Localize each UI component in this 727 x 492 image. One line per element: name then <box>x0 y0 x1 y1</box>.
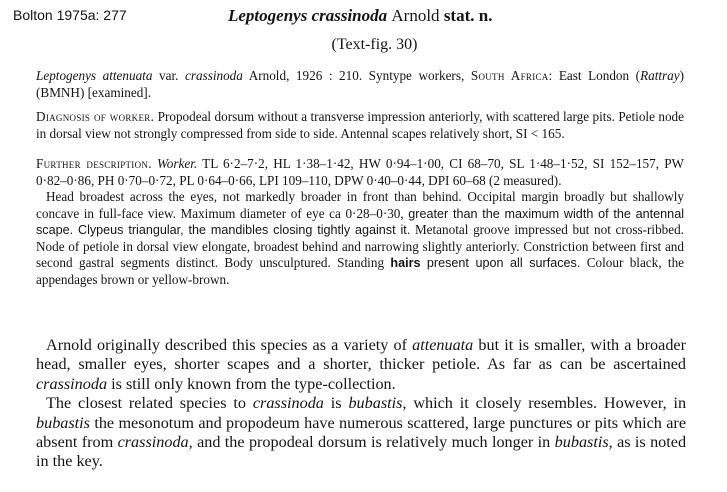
synonymy-line <box>36 68 684 101</box>
diagnosis-paragraph <box>36 109 684 142</box>
synonym-var-name: crassinoda <box>184 68 243 83</box>
description-text-1: Head broadest across the eyes, not markedly broader in front than behind. Occipital margin broadly but shallowly concave in full-face view. Maximum diameter of eye ca 0·28–0·30, <box>36 189 684 221</box>
synonym-collector: Rattray <box>640 68 680 83</box>
disc2-b: crassinoda <box>252 394 324 413</box>
discussion-block <box>36 336 686 472</box>
disc2-f: bubastis <box>36 413 90 432</box>
disc2-e: which it closely resembles. However, in <box>413 394 687 413</box>
further-description-block <box>36 156 684 288</box>
species-status: stat. n. <box>443 6 493 25</box>
species-author: Arnold <box>391 6 440 25</box>
synonym-text-a: Arnold, 1926 : 210. Syntype workers, <box>248 68 465 83</box>
citation-tag: Bolton 1975a: 277 <box>13 7 127 23</box>
synonym-country: South Africa <box>470 68 549 83</box>
disc2-j: bubastis, <box>554 433 613 452</box>
description-text-4: hairs <box>390 256 421 270</box>
caste-label: Worker. <box>157 156 198 171</box>
diagnosis-text: Propodeal dorsum without a transverse impression anteriorly, with scattered large pits. Petiole node in dorsal view not strongly compressed from side to side. Antennal scapes relatively short, SI < 165. <box>36 109 685 141</box>
disc1-b: attenuata <box>412 336 474 354</box>
disc1-e: is still only known from the type-collection. <box>111 374 396 393</box>
description-text-3: Metanotal groove impressed but not cross-ribbed. Node of petiole in dorsal view elongate, broadest behind and narrowing slightly anteriorly. Constriction between first and second gastral segments distinct. Body unsculptured. Standing <box>36 222 684 270</box>
synonym-text-c: ) (BMNH) [examined]. <box>36 68 685 100</box>
disc2-d: bubastis, <box>348 394 407 413</box>
figure-reference: (Text-fig. 30) <box>331 36 418 53</box>
disc2-a: The closest related species to <box>46 394 246 413</box>
description-text-6: Colour black, the appendages brown or yellow-brown. <box>36 255 685 287</box>
description-paragraph <box>36 189 684 288</box>
species-name: Leptogenys crassinoda <box>228 6 388 25</box>
disc1-c: but it is smaller, with a broader head, smaller eyes, shorter scapes and a shorter, thicker petiole. As far as can be ascertained <box>36 336 687 374</box>
disc2-k: as is noted in the key. <box>36 433 687 471</box>
diagnosis-block <box>36 109 684 142</box>
disc2-h: crassinoda, <box>117 433 193 452</box>
disc2-c: is <box>330 394 342 413</box>
discussion-paragraph-2 <box>36 394 686 472</box>
discussion-paragraph-1 <box>36 336 686 394</box>
further-heading: Further description. <box>36 156 152 171</box>
synonym-taxon: Leptogenys attenuata <box>36 68 153 83</box>
disc1-a: Arnold originally described this species as a variety of <box>46 336 407 354</box>
disc1-d: crassinoda <box>36 374 108 393</box>
synonymy-block <box>36 68 684 101</box>
synonym-var-label: var. <box>159 68 179 83</box>
measurements-text: TL 6·2–7·2, HL 1·38–1·42, HW 0·94–1·00, CI 68–70, SL 1·48–1·52, SI 152–157, PW 0·82–0·86, PH 0·70–0·72, PL 0·64–0·66, LPI 109–110, DPW 0·40–0·44, DPI 60–68 (2 measured). <box>36 156 685 188</box>
synonym-text-b: : East London ( <box>548 68 641 83</box>
disc2-g: the mesonotum and propodeum have numerous scattered, large punctures or pits which are absent from <box>36 413 687 452</box>
description-text-2: greater than the maximum width of the antennal scape. Clypeus triangular, the mandibles closing tightly against it. <box>36 206 684 237</box>
diagnosis-heading: Diagnosis of worker. <box>36 109 155 124</box>
species-title <box>228 6 492 26</box>
measurements-paragraph <box>36 156 684 189</box>
description-text-5: present upon all surfaces. <box>426 256 581 270</box>
disc2-i: and the propodeal dorsum is relatively much longer in <box>197 433 551 452</box>
